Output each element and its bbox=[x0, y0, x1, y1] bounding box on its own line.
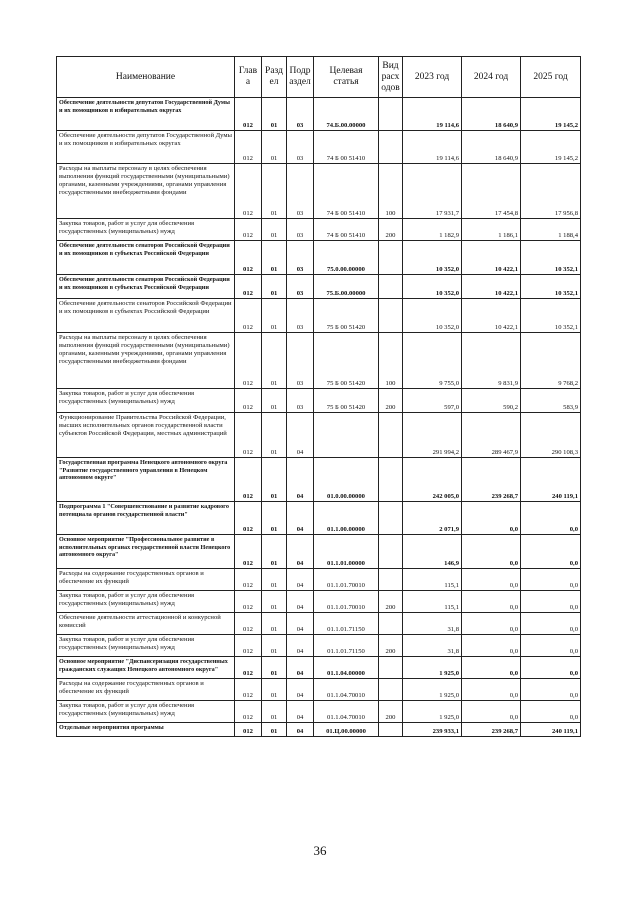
cell-name: Отдельные мероприятия программы bbox=[57, 723, 235, 737]
cell-razdel: 01 bbox=[262, 569, 287, 591]
cell-target: 75 Б 00 51420 bbox=[314, 333, 379, 389]
cell-vid: 200 bbox=[379, 219, 403, 241]
cell-name: Расходы на содержание государственных органов и обеспечение их функций bbox=[57, 679, 235, 701]
cell-y2023: 146,9 bbox=[403, 535, 462, 569]
cell-y2024: 0,0 bbox=[462, 635, 521, 657]
cell-y2024: 10 422,1 bbox=[462, 275, 521, 299]
cell-target: 01.Ц.00.00000 bbox=[314, 723, 379, 737]
cell-y2023: 19 114,6 bbox=[403, 98, 462, 131]
table-row bbox=[57, 657, 581, 679]
cell-y2025: 583,9 bbox=[521, 389, 581, 413]
cell-y2024: 0,0 bbox=[462, 569, 521, 591]
table-row bbox=[57, 679, 581, 701]
table-row bbox=[57, 299, 581, 333]
cell-name: Расходы на содержание государственных органов и обеспечение их функций bbox=[57, 569, 235, 591]
cell-y2024: 0,0 bbox=[462, 613, 521, 635]
cell-razdel: 01 bbox=[262, 164, 287, 219]
cell-podrazdel: 04 bbox=[287, 723, 314, 737]
cell-glava: 012 bbox=[235, 98, 262, 131]
cell-glava: 012 bbox=[235, 413, 262, 458]
table-row bbox=[57, 241, 581, 275]
cell-glava: 012 bbox=[235, 458, 262, 502]
cell-razdel: 01 bbox=[262, 535, 287, 569]
cell-podrazdel: 03 bbox=[287, 219, 314, 241]
cell-glava: 012 bbox=[235, 723, 262, 737]
budget-table bbox=[56, 56, 581, 737]
cell-vid bbox=[379, 299, 403, 333]
table-row bbox=[57, 389, 581, 413]
table-header-row bbox=[57, 57, 581, 98]
cell-y2025: 0,0 bbox=[521, 657, 581, 679]
cell-vid bbox=[379, 502, 403, 535]
cell-vid: 200 bbox=[379, 701, 403, 723]
cell-vid bbox=[379, 275, 403, 299]
cell-podrazdel: 04 bbox=[287, 613, 314, 635]
cell-glava: 012 bbox=[235, 299, 262, 333]
cell-razdel: 01 bbox=[262, 413, 287, 458]
table-row bbox=[57, 164, 581, 219]
cell-target: 75.Б.00.00000 bbox=[314, 275, 379, 299]
cell-podrazdel: 04 bbox=[287, 502, 314, 535]
cell-vid bbox=[379, 657, 403, 679]
cell-y2024: 9 831,9 bbox=[462, 333, 521, 389]
cell-y2024: 0,0 bbox=[462, 657, 521, 679]
cell-target: 01.1.01.70010 bbox=[314, 591, 379, 613]
cell-y2025: 290 108,3 bbox=[521, 413, 581, 458]
cell-y2025: 0,0 bbox=[521, 591, 581, 613]
cell-y2025: 0,0 bbox=[521, 569, 581, 591]
table-row bbox=[57, 613, 581, 635]
cell-vid bbox=[379, 458, 403, 502]
table-row bbox=[57, 701, 581, 723]
cell-razdel: 01 bbox=[262, 299, 287, 333]
table-row bbox=[57, 131, 581, 164]
cell-glava: 012 bbox=[235, 389, 262, 413]
table-row bbox=[57, 723, 581, 737]
cell-vid bbox=[379, 535, 403, 569]
cell-name: Основное мероприятие "Профессиональное развитие в исполнительных органах государственной власти Ненецкого автономного округа" bbox=[57, 535, 235, 569]
cell-vid bbox=[379, 569, 403, 591]
header-2023: 2023 год bbox=[403, 57, 462, 98]
cell-y2023: 115,1 bbox=[403, 569, 462, 591]
cell-target: 75 Б 00 51420 bbox=[314, 389, 379, 413]
cell-glava: 012 bbox=[235, 613, 262, 635]
cell-podrazdel: 03 bbox=[287, 299, 314, 333]
cell-glava: 012 bbox=[235, 591, 262, 613]
cell-name: Закупка товаров, работ и услуг для обеспечения государственных (муниципальных) нужд bbox=[57, 389, 235, 413]
table-row bbox=[57, 98, 581, 131]
cell-razdel: 01 bbox=[262, 657, 287, 679]
cell-target: 01.1.04.00000 bbox=[314, 657, 379, 679]
cell-y2023: 291 994,2 bbox=[403, 413, 462, 458]
cell-glava: 012 bbox=[235, 535, 262, 569]
cell-name: Обеспечение деятельности сенаторов Российской Федерации и их помощников в субъектах Российской Федерации bbox=[57, 241, 235, 275]
cell-razdel: 01 bbox=[262, 98, 287, 131]
cell-target: 01.0.00.00000 bbox=[314, 458, 379, 502]
header-2025: 2025 год bbox=[521, 57, 581, 98]
cell-y2023: 17 931,7 bbox=[403, 164, 462, 219]
cell-podrazdel: 04 bbox=[287, 413, 314, 458]
cell-y2023: 10 352,0 bbox=[403, 275, 462, 299]
cell-glava: 012 bbox=[235, 164, 262, 219]
cell-vid bbox=[379, 131, 403, 164]
cell-podrazdel: 04 bbox=[287, 591, 314, 613]
cell-y2023: 597,0 bbox=[403, 389, 462, 413]
cell-y2025: 0,0 bbox=[521, 679, 581, 701]
cell-y2025: 10 352,1 bbox=[521, 299, 581, 333]
cell-y2024: 10 422,1 bbox=[462, 299, 521, 333]
cell-razdel: 01 bbox=[262, 131, 287, 164]
table-row bbox=[57, 458, 581, 502]
cell-target: 01.1.04.70010 bbox=[314, 679, 379, 701]
cell-podrazdel: 04 bbox=[287, 535, 314, 569]
cell-name: Обеспечение деятельности сенаторов Российской Федерации и их помощников в субъектах Российской Федерации bbox=[57, 299, 235, 333]
cell-podrazdel: 04 bbox=[287, 458, 314, 502]
cell-razdel: 01 bbox=[262, 701, 287, 723]
cell-y2025: 0,0 bbox=[521, 613, 581, 635]
header-2024: 2024 год bbox=[462, 57, 521, 98]
table-row bbox=[57, 569, 581, 591]
cell-podrazdel: 04 bbox=[287, 701, 314, 723]
cell-target: 01.1.01.00000 bbox=[314, 535, 379, 569]
cell-y2025: 10 352,1 bbox=[521, 241, 581, 275]
cell-vid: 100 bbox=[379, 333, 403, 389]
cell-vid: 200 bbox=[379, 635, 403, 657]
cell-razdel: 01 bbox=[262, 613, 287, 635]
cell-glava: 012 bbox=[235, 679, 262, 701]
cell-name: Закупка товаров, работ и услуг для обеспечения государственных (муниципальных) нужд bbox=[57, 635, 235, 657]
cell-y2024: 18 640,9 bbox=[462, 98, 521, 131]
header-razdel: Разд ел bbox=[262, 57, 287, 98]
cell-y2024: 1 186,1 bbox=[462, 219, 521, 241]
cell-razdel: 01 bbox=[262, 591, 287, 613]
cell-razdel: 01 bbox=[262, 219, 287, 241]
cell-glava: 012 bbox=[235, 131, 262, 164]
cell-y2024: 0,0 bbox=[462, 502, 521, 535]
cell-podrazdel: 04 bbox=[287, 569, 314, 591]
cell-vid: 100 bbox=[379, 164, 403, 219]
cell-vid bbox=[379, 413, 403, 458]
cell-y2023: 31,8 bbox=[403, 635, 462, 657]
cell-glava: 012 bbox=[235, 569, 262, 591]
cell-target: 74.Б.00.00000 bbox=[314, 98, 379, 131]
cell-y2025: 240 119,1 bbox=[521, 723, 581, 737]
cell-y2023: 19 114,6 bbox=[403, 131, 462, 164]
cell-y2024: 0,0 bbox=[462, 679, 521, 701]
cell-vid: 200 bbox=[379, 389, 403, 413]
cell-glava: 012 bbox=[235, 635, 262, 657]
cell-glava: 012 bbox=[235, 275, 262, 299]
cell-name: Подпрограмма 1 "Совершенствование и развитие кадрового потенциала органов государственной власти" bbox=[57, 502, 235, 535]
cell-razdel: 01 bbox=[262, 333, 287, 389]
cell-podrazdel: 03 bbox=[287, 275, 314, 299]
cell-y2023: 1 182,9 bbox=[403, 219, 462, 241]
cell-name: Закупка товаров, работ и услуг для обеспечения государственных (муниципальных) нужд bbox=[57, 591, 235, 613]
cell-name: Основное мероприятие "Диспансеризация государственных гражданских служащих Ненецкого автономного округа" bbox=[57, 657, 235, 679]
cell-y2023: 1 925,0 bbox=[403, 701, 462, 723]
cell-vid bbox=[379, 679, 403, 701]
cell-y2024: 239 268,7 bbox=[462, 723, 521, 737]
table-row bbox=[57, 635, 581, 657]
cell-podrazdel: 03 bbox=[287, 389, 314, 413]
cell-target: 74 Б 00 51410 bbox=[314, 164, 379, 219]
cell-target: 01.1.01.71150 bbox=[314, 635, 379, 657]
cell-vid bbox=[379, 241, 403, 275]
cell-y2023: 2 071,9 bbox=[403, 502, 462, 535]
cell-podrazdel: 04 bbox=[287, 679, 314, 701]
cell-y2025: 0,0 bbox=[521, 502, 581, 535]
cell-y2024: 289 467,9 bbox=[462, 413, 521, 458]
cell-y2024: 10 422,1 bbox=[462, 241, 521, 275]
cell-podrazdel: 03 bbox=[287, 241, 314, 275]
header-target: Целевая статья bbox=[314, 57, 379, 98]
cell-vid: 200 bbox=[379, 591, 403, 613]
cell-razdel: 01 bbox=[262, 679, 287, 701]
cell-podrazdel: 04 bbox=[287, 635, 314, 657]
cell-vid bbox=[379, 723, 403, 737]
cell-razdel: 01 bbox=[262, 458, 287, 502]
table-row bbox=[57, 502, 581, 535]
cell-y2025: 10 352,1 bbox=[521, 275, 581, 299]
cell-podrazdel: 03 bbox=[287, 98, 314, 131]
cell-name: Закупка товаров, работ и услуг для обеспечения государственных (муниципальных) нужд bbox=[57, 701, 235, 723]
table-row bbox=[57, 333, 581, 389]
cell-y2025: 9 768,2 bbox=[521, 333, 581, 389]
cell-target: 74 Б 00 51410 bbox=[314, 219, 379, 241]
cell-y2023: 1 925,0 bbox=[403, 679, 462, 701]
cell-glava: 012 bbox=[235, 502, 262, 535]
table-row bbox=[57, 413, 581, 458]
cell-razdel: 01 bbox=[262, 275, 287, 299]
cell-y2025: 1 188,4 bbox=[521, 219, 581, 241]
cell-y2024: 0,0 bbox=[462, 591, 521, 613]
cell-y2024: 0,0 bbox=[462, 535, 521, 569]
cell-y2025: 17 956,8 bbox=[521, 164, 581, 219]
cell-razdel: 01 bbox=[262, 502, 287, 535]
cell-target: 01.1.00.00000 bbox=[314, 502, 379, 535]
cell-name: Закупка товаров, работ и услуг для обеспечения государственных (муниципальных) нужд bbox=[57, 219, 235, 241]
cell-y2023: 9 755,0 bbox=[403, 333, 462, 389]
cell-y2023: 1 925,0 bbox=[403, 657, 462, 679]
table-body bbox=[57, 98, 581, 737]
cell-y2025: 0,0 bbox=[521, 635, 581, 657]
header-vid: Вид расх одов bbox=[379, 57, 403, 98]
cell-y2023: 10 352,0 bbox=[403, 299, 462, 333]
cell-y2023: 242 005,0 bbox=[403, 458, 462, 502]
table-row bbox=[57, 275, 581, 299]
cell-glava: 012 bbox=[235, 657, 262, 679]
table-row bbox=[57, 219, 581, 241]
cell-y2025: 0,0 bbox=[521, 535, 581, 569]
cell-name: Функционирование Правительства Российской Федерации, высших исполнительных органов государственной власти субъектов Российской Федерации, местных администраций bbox=[57, 413, 235, 458]
cell-glava: 012 bbox=[235, 333, 262, 389]
cell-y2025: 0,0 bbox=[521, 701, 581, 723]
cell-y2023: 10 352,0 bbox=[403, 241, 462, 275]
cell-podrazdel: 03 bbox=[287, 131, 314, 164]
page-number: 36 bbox=[313, 843, 327, 858]
cell-razdel: 01 bbox=[262, 241, 287, 275]
cell-y2024: 18 640,9 bbox=[462, 131, 521, 164]
cell-vid bbox=[379, 98, 403, 131]
cell-target bbox=[314, 413, 379, 458]
cell-razdel: 01 bbox=[262, 389, 287, 413]
cell-glava: 012 bbox=[235, 701, 262, 723]
cell-name: Обеспечение деятельности аттестационной и конкурсной комиссий bbox=[57, 613, 235, 635]
cell-target: 01.1.04.70010 bbox=[314, 701, 379, 723]
cell-target: 74 Б 00 51410 bbox=[314, 131, 379, 164]
cell-y2025: 240 119,1 bbox=[521, 458, 581, 502]
cell-target: 01.1.01.71150 bbox=[314, 613, 379, 635]
cell-y2024: 0,0 bbox=[462, 701, 521, 723]
cell-y2025: 19 145,2 bbox=[521, 98, 581, 131]
cell-podrazdel: 04 bbox=[287, 657, 314, 679]
header-name: Наименование bbox=[57, 57, 235, 98]
cell-name: Расходы на выплаты персоналу в целях обеспечения выполнения функций государственными (муниципальными) органами, казенными учреждениями, органами управления государственными внебюджетными фондами bbox=[57, 164, 235, 219]
cell-target: 75.0.00.00000 bbox=[314, 241, 379, 275]
cell-name: Обеспечение деятельности сенаторов Российской Федерации и их помощников в субъектах Российской Федерации bbox=[57, 275, 235, 299]
cell-vid bbox=[379, 613, 403, 635]
cell-razdel: 01 bbox=[262, 635, 287, 657]
cell-y2023: 239 933,1 bbox=[403, 723, 462, 737]
cell-name: Государственная программа Ненецкого автономного округа "Развитие государственного управления в Ненецком автономном округе" bbox=[57, 458, 235, 502]
table-row bbox=[57, 535, 581, 569]
cell-y2025: 19 145,2 bbox=[521, 131, 581, 164]
header-podrazdel: Подр аздел bbox=[287, 57, 314, 98]
cell-y2024: 239 268,7 bbox=[462, 458, 521, 502]
cell-name: Обеспечение деятельности депутатов Государственной Думы и их помощников в избирательных округах bbox=[57, 98, 235, 131]
table-row bbox=[57, 591, 581, 613]
cell-glava: 012 bbox=[235, 219, 262, 241]
cell-y2023: 31,8 bbox=[403, 613, 462, 635]
header-glava: Глав а bbox=[235, 57, 262, 98]
cell-target: 01.1.01.70010 bbox=[314, 569, 379, 591]
cell-razdel: 01 bbox=[262, 723, 287, 737]
cell-podrazdel: 03 bbox=[287, 333, 314, 389]
cell-target: 75 Б 00 51420 bbox=[314, 299, 379, 333]
cell-y2024: 17 454,8 bbox=[462, 164, 521, 219]
cell-name: Расходы на выплаты персоналу в целях обеспечения выполнения функций государственными (муниципальными) органами, казенными учреждениями, органами управления государственными внебюджетными фондами bbox=[57, 333, 235, 389]
cell-y2023: 115,1 bbox=[403, 591, 462, 613]
cell-name: Обеспечение деятельности депутатов Государственной Думы и их помощников в избирательных округах bbox=[57, 131, 235, 164]
cell-glava: 012 bbox=[235, 241, 262, 275]
cell-y2024: 590,2 bbox=[462, 389, 521, 413]
cell-podrazdel: 03 bbox=[287, 164, 314, 219]
